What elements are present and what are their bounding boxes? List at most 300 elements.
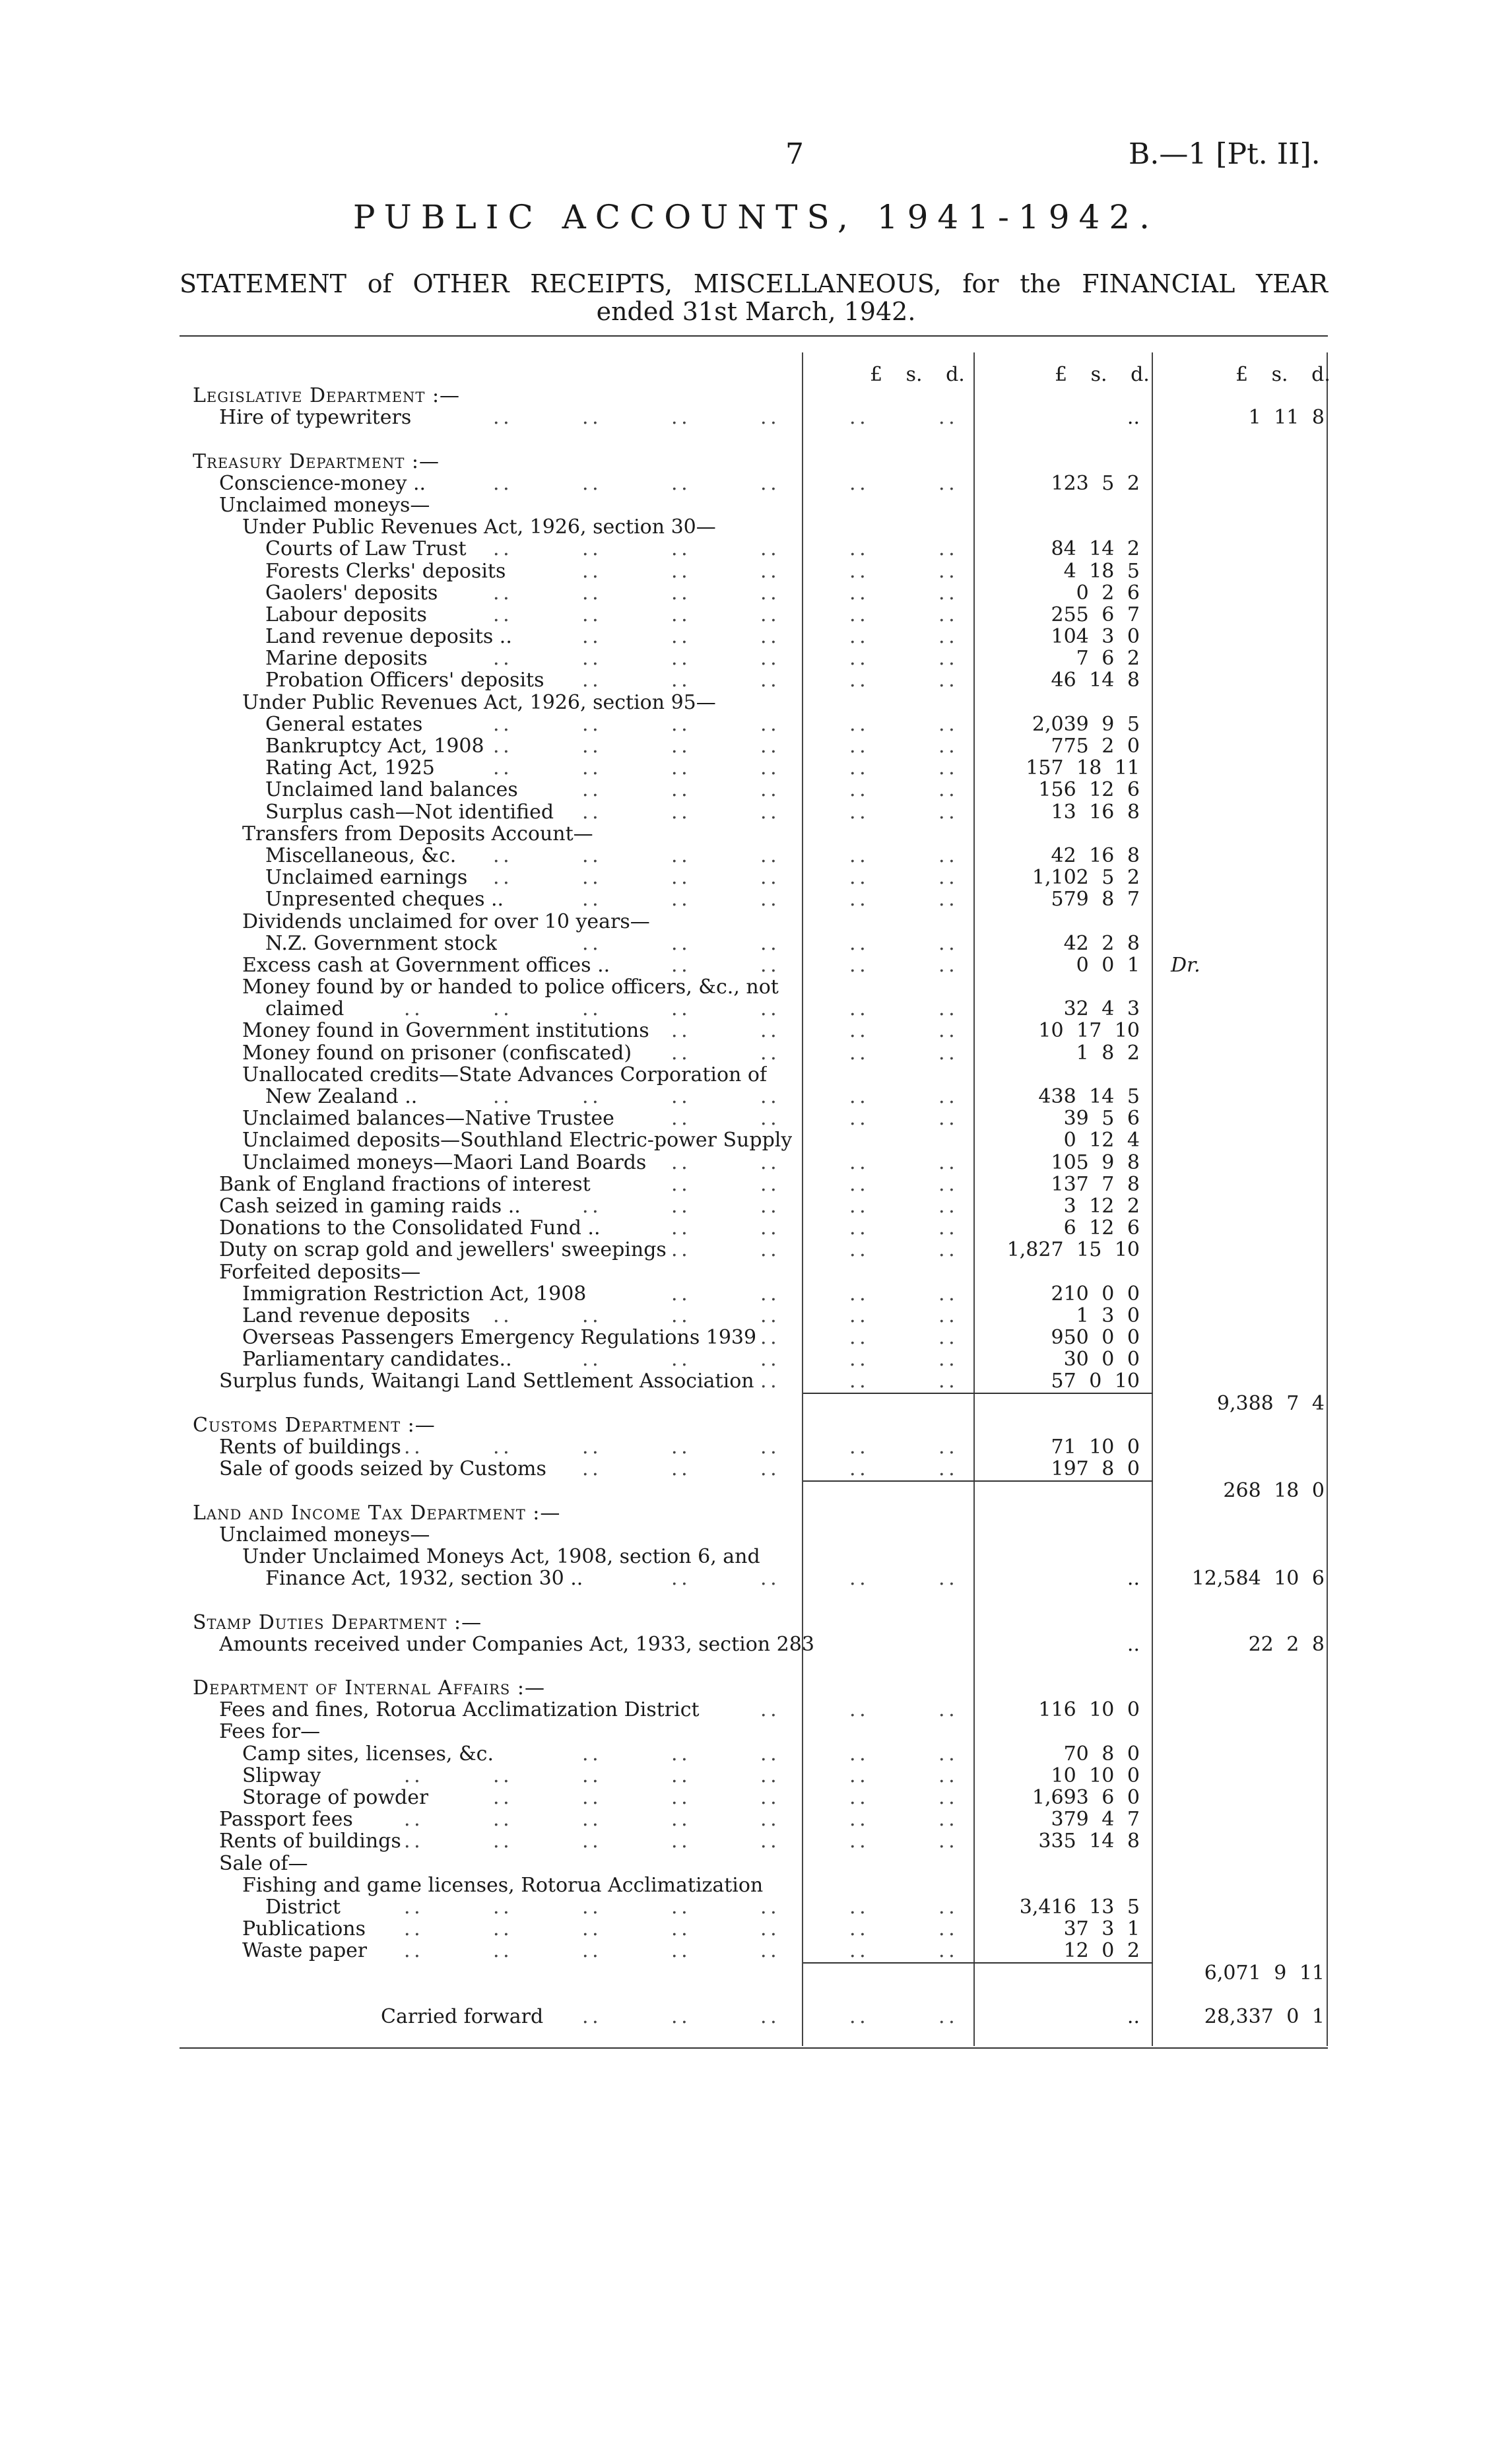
leader-dot: . . bbox=[671, 1238, 686, 1262]
leader-dot: . . bbox=[582, 406, 597, 430]
leader-dot: . . bbox=[404, 1917, 419, 1941]
leader-dot: . . bbox=[671, 1436, 686, 1459]
leader-dot: . . bbox=[582, 647, 597, 671]
leader-dot: . . bbox=[849, 997, 865, 1021]
leader-dot: . . bbox=[760, 1370, 775, 1393]
leader-dot: . . bbox=[938, 1370, 954, 1393]
leader-dot: . . bbox=[671, 1567, 686, 1591]
table-row bbox=[180, 451, 1328, 473]
amount-col1: 84 14 2 bbox=[1051, 537, 1140, 561]
row-label: Probation Officers' deposits bbox=[265, 669, 544, 692]
amount-col1: 30 0 0 bbox=[1063, 1348, 1140, 1372]
leader-dot: . . bbox=[671, 1304, 686, 1327]
leader-dot: . . bbox=[849, 1370, 865, 1393]
leader-dot: . . bbox=[938, 1282, 954, 1306]
leader-dot: . . bbox=[671, 1282, 686, 1306]
row-label: Parliamentary candidates.. bbox=[242, 1348, 512, 1371]
leader-dot: . . bbox=[938, 756, 954, 780]
leader-dot: . . bbox=[671, 1150, 686, 1174]
row-label: Dividends unclaimed for over 10 years— bbox=[242, 910, 650, 933]
leader-dot: . . bbox=[849, 1457, 865, 1481]
section-heading: Legislative Department :— bbox=[193, 385, 461, 407]
table-row bbox=[180, 1546, 1328, 1568]
leader-dot: . . bbox=[938, 1939, 954, 1963]
page-number: 7 bbox=[785, 137, 804, 171]
leader-dot: . . bbox=[671, 1786, 686, 1809]
amount-col2: 28,337 0 1 bbox=[1204, 2004, 1325, 2028]
leader-dot: . . bbox=[760, 997, 775, 1021]
amount-col1: 156 12 6 bbox=[1038, 778, 1140, 802]
column-header-2: £ s. d. bbox=[1055, 363, 1150, 386]
table-row bbox=[180, 867, 1328, 888]
table-row bbox=[180, 604, 1328, 626]
leader-dot: . . bbox=[671, 1764, 686, 1787]
section-heading: Stamp Duties Department :— bbox=[193, 1611, 482, 1634]
table-row bbox=[180, 385, 1328, 407]
leader-dot: . . bbox=[582, 1786, 597, 1809]
leader-dot: . . bbox=[404, 1436, 419, 1459]
leader-dot: . . bbox=[671, 1808, 686, 1832]
leader-dot: . . bbox=[493, 844, 508, 867]
leader-dot: . . bbox=[849, 1041, 865, 1065]
leader-dot: . . bbox=[849, 1238, 865, 1262]
leader-dot: . . bbox=[493, 997, 508, 1021]
leader-dot: . . bbox=[938, 625, 954, 649]
document-reference: B.—1 [Pt. II]. bbox=[1129, 137, 1321, 171]
amount-col1: 57 0 10 bbox=[1051, 1370, 1140, 1393]
leader-dot: . . bbox=[760, 800, 775, 824]
leader-dot: . . bbox=[938, 953, 954, 977]
table-row bbox=[180, 1677, 1328, 1699]
debit-note: Dr. bbox=[1171, 953, 1200, 977]
amount-col1: 1,827 15 10 bbox=[1006, 1238, 1140, 1262]
leader-dot: . . bbox=[938, 1895, 954, 1919]
leader-dot: . . bbox=[671, 1457, 686, 1481]
table-row bbox=[180, 735, 1328, 757]
leader-dot: . . bbox=[493, 1764, 508, 1787]
leader-dot: . . bbox=[849, 931, 865, 955]
leader-dot: . . bbox=[493, 581, 508, 605]
leader-dot: . . bbox=[849, 1939, 865, 1963]
leader-dot: . . bbox=[760, 844, 775, 867]
amount-col1: .. bbox=[1127, 1567, 1140, 1591]
row-label: Immigration Restriction Act, 1908 bbox=[242, 1282, 587, 1305]
leader-dot: . . bbox=[760, 471, 775, 495]
table-row bbox=[180, 823, 1328, 845]
leader-dot: . . bbox=[849, 603, 865, 626]
table-row bbox=[180, 1502, 1328, 1524]
leader-dot: . . bbox=[671, 778, 686, 802]
leader-dot: . . bbox=[938, 1216, 954, 1240]
table-row bbox=[180, 1261, 1328, 1283]
row-label: District bbox=[265, 1896, 341, 1918]
leader-dot: . . bbox=[760, 669, 775, 692]
amount-col1: 775 2 0 bbox=[1051, 735, 1140, 758]
leader-dot: . . bbox=[582, 1939, 597, 1963]
leader-dot: . . bbox=[493, 1085, 508, 1108]
table-row bbox=[180, 1042, 1328, 1064]
leader-dot: . . bbox=[493, 1808, 508, 1832]
table-row bbox=[180, 473, 1328, 494]
leader-dot: . . bbox=[582, 669, 597, 692]
leader-dot: . . bbox=[938, 647, 954, 671]
row-label: Donations to the Consolidated Fund .. bbox=[219, 1217, 601, 1240]
row-label: Rents of buildings bbox=[219, 1436, 401, 1458]
leader-dot: . . bbox=[582, 800, 597, 824]
leader-dot: . . bbox=[671, 1107, 686, 1131]
leader-dot: . . bbox=[938, 1786, 954, 1809]
table-row bbox=[180, 911, 1328, 933]
leader-dot: . . bbox=[938, 844, 954, 867]
row-label: Publications bbox=[242, 1918, 366, 1940]
leader-dot: . . bbox=[582, 1348, 597, 1372]
row-label: Storage of powder bbox=[242, 1787, 429, 1808]
column-header-3: £ s. d. bbox=[1235, 363, 1331, 386]
leader-dot: . . bbox=[760, 888, 775, 911]
table-row bbox=[180, 1283, 1328, 1305]
leader-dot: . . bbox=[493, 1304, 508, 1327]
leader-dot: . . bbox=[760, 1764, 775, 1787]
leader-dot: . . bbox=[760, 1041, 775, 1065]
table-row bbox=[180, 845, 1328, 867]
table-row bbox=[180, 1568, 1328, 1589]
leader-dot: . . bbox=[760, 953, 775, 977]
table-row bbox=[180, 1830, 1328, 1852]
section-heading: Department of Internal Affairs :— bbox=[193, 1677, 545, 1700]
table-row bbox=[180, 582, 1328, 604]
leader-dot: . . bbox=[493, 756, 508, 780]
leader-dot: . . bbox=[671, 1085, 686, 1108]
leader-dot: . . bbox=[404, 1830, 419, 1853]
leader-dot: . . bbox=[582, 1742, 597, 1766]
table-row bbox=[180, 1348, 1328, 1370]
amount-col1: 0 2 6 bbox=[1076, 581, 1140, 605]
table-row bbox=[180, 1217, 1328, 1239]
row-label: Carried forward bbox=[381, 2005, 544, 2028]
row-label: Money found by or handed to police officers, &c., not bbox=[242, 976, 779, 999]
leader-dot: . . bbox=[671, 1194, 686, 1218]
leader-dot: . . bbox=[760, 1917, 775, 1941]
section-heading: Treasury Department :— bbox=[193, 450, 440, 473]
leader-dot: . . bbox=[582, 1830, 597, 1853]
table-row bbox=[180, 1808, 1328, 1830]
amount-col1: 379 4 7 bbox=[1051, 1808, 1140, 1832]
leader-dot: . . bbox=[671, 1019, 686, 1043]
amount-col1: .. bbox=[1127, 2004, 1140, 2028]
leader-dot: . . bbox=[849, 1304, 865, 1327]
table-row bbox=[180, 516, 1328, 538]
leader-dot: . . bbox=[938, 537, 954, 561]
table-row bbox=[180, 1743, 1328, 1765]
leader-dot: . . bbox=[938, 888, 954, 911]
leader-dot: . . bbox=[849, 1194, 865, 1218]
leader-dot: . . bbox=[493, 866, 508, 890]
table-row bbox=[180, 779, 1328, 801]
leader-dot: . . bbox=[938, 1194, 954, 1218]
leader-dot: . . bbox=[582, 1917, 597, 1941]
leader-dot: . . bbox=[849, 735, 865, 758]
leader-dot: . . bbox=[849, 537, 865, 561]
amount-col1: .. bbox=[1127, 406, 1140, 430]
table-row bbox=[180, 428, 1328, 450]
amount-col1: 0 0 1 bbox=[1076, 953, 1140, 977]
leader-dot: . . bbox=[671, 406, 686, 430]
leader-dot: . . bbox=[671, 1917, 686, 1941]
leader-dot: . . bbox=[671, 647, 686, 671]
leader-dot: . . bbox=[493, 712, 508, 736]
leader-dot: . . bbox=[760, 1698, 775, 1722]
row-label: claimed bbox=[265, 998, 345, 1020]
leader-dot: . . bbox=[671, 997, 686, 1021]
leader-dot: . . bbox=[938, 800, 954, 824]
leader-dot: . . bbox=[849, 1830, 865, 1853]
leader-dot: . . bbox=[582, 866, 597, 890]
leader-dot: . . bbox=[404, 997, 419, 1021]
leader-dot: . . bbox=[938, 1348, 954, 1372]
row-label: General estates bbox=[265, 713, 423, 735]
leader-dot: . . bbox=[938, 1698, 954, 1722]
leader-dot: . . bbox=[938, 1019, 954, 1043]
amount-col1: 438 14 5 bbox=[1038, 1085, 1140, 1108]
amount-col1: 335 14 8 bbox=[1038, 1830, 1140, 1853]
row-label: Unclaimed earnings bbox=[265, 867, 468, 889]
row-label: Unclaimed moneys—Maori Land Boards bbox=[242, 1151, 647, 1174]
table-row bbox=[180, 1480, 1328, 1502]
leader-dot: . . bbox=[938, 669, 954, 692]
row-label: Amounts received under Companies Act, 1933, section 283 bbox=[219, 1633, 814, 1655]
table-row bbox=[180, 1853, 1328, 1874]
leader-dot: . . bbox=[582, 537, 597, 561]
amount-col1: 42 2 8 bbox=[1063, 931, 1140, 955]
row-label: Bankruptcy Act, 1908 bbox=[265, 735, 484, 757]
leader-dot: . . bbox=[849, 1150, 865, 1174]
amount-col1: 10 17 10 bbox=[1038, 1019, 1140, 1043]
amount-col1: 37 3 1 bbox=[1063, 1917, 1140, 1941]
amount-col2: 6,071 9 11 bbox=[1204, 1961, 1325, 1985]
table-row bbox=[180, 1239, 1328, 1261]
row-label: Fishing and game licenses, Rotorua Acclimatization bbox=[242, 1874, 764, 1896]
page-title: PUBLIC ACCOUNTS, 1941-1942. bbox=[352, 198, 1160, 236]
leader-dot: . . bbox=[938, 1742, 954, 1766]
amount-col1: 1 3 0 bbox=[1076, 1304, 1140, 1327]
table-row bbox=[180, 801, 1328, 823]
leader-dot: . . bbox=[938, 1150, 954, 1174]
table-row bbox=[180, 1129, 1328, 1151]
row-label: Unclaimed deposits—Southland Electric-power Supply bbox=[242, 1129, 793, 1152]
leader-dot: . . bbox=[671, 1895, 686, 1919]
leader-dot: . . bbox=[760, 1304, 775, 1327]
row-label: Fees for— bbox=[219, 1721, 321, 1743]
amount-col1: 1,102 5 2 bbox=[1032, 866, 1140, 890]
row-label: Under Public Revenues Act, 1926, section 30— bbox=[242, 516, 716, 539]
row-label: Land revenue deposits .. bbox=[265, 626, 512, 648]
leader-dot: . . bbox=[849, 1764, 865, 1787]
table-row bbox=[180, 1896, 1328, 1918]
leader-dot: . . bbox=[404, 1808, 419, 1832]
leader-dot: . . bbox=[404, 1895, 419, 1919]
leader-dot: . . bbox=[671, 537, 686, 561]
leader-dot: . . bbox=[760, 625, 775, 649]
statement-subtitle-date: ended 31st March, 1942. bbox=[596, 297, 916, 326]
table-row bbox=[180, 538, 1328, 560]
leader-dot: . . bbox=[760, 1786, 775, 1809]
row-label: Money found on prisoner (confiscated) bbox=[242, 1042, 632, 1064]
leader-dot: . . bbox=[849, 1436, 865, 1459]
row-label: Miscellaneous, &c. bbox=[265, 844, 457, 867]
table-row bbox=[180, 954, 1328, 976]
leader-dot: . . bbox=[849, 581, 865, 605]
table-row bbox=[180, 1436, 1328, 1458]
leader-dot: . . bbox=[671, 1830, 686, 1853]
table-row bbox=[180, 1393, 1328, 1414]
amount-col2: 1 11 8 bbox=[1248, 406, 1325, 430]
leader-dot: . . bbox=[671, 888, 686, 911]
amount-col1: 39 5 6 bbox=[1063, 1107, 1140, 1131]
leader-dot: . . bbox=[493, 1786, 508, 1809]
row-label: Hire of typewriters bbox=[219, 407, 412, 429]
row-label: Duty on scrap gold and jewellers' sweepings bbox=[219, 1239, 667, 1261]
leader-dot: . . bbox=[938, 471, 954, 495]
leader-dot: . . bbox=[582, 931, 597, 955]
leader-dot: . . bbox=[760, 1567, 775, 1591]
leader-dot: . . bbox=[671, 1172, 686, 1196]
row-label: Unpresented cheques .. bbox=[265, 888, 504, 911]
leader-dot: . . bbox=[938, 603, 954, 626]
leader-dot: . . bbox=[760, 1238, 775, 1262]
leader-dot: . . bbox=[582, 1304, 597, 1327]
leader-dot: . . bbox=[938, 1764, 954, 1787]
leader-dot: . . bbox=[760, 931, 775, 955]
amount-col1: 1,693 6 0 bbox=[1032, 1786, 1140, 1809]
leader-dot: . . bbox=[938, 406, 954, 430]
leader-dot: . . bbox=[760, 866, 775, 890]
leader-dot: . . bbox=[849, 1326, 865, 1350]
amount-col1: 4 18 5 bbox=[1063, 559, 1140, 583]
amount-col1: 197 8 0 bbox=[1051, 1457, 1140, 1481]
amount-col2: 12,584 10 6 bbox=[1191, 1567, 1325, 1591]
row-label: N.Z. Government stock bbox=[265, 932, 498, 954]
table-row bbox=[180, 1634, 1328, 1655]
leader-dot: . . bbox=[582, 1764, 597, 1787]
amount-col1: 255 6 7 bbox=[1051, 603, 1140, 626]
row-label: Gaolers' deposits bbox=[265, 581, 438, 604]
leader-dot: . . bbox=[938, 1830, 954, 1853]
leader-dot: . . bbox=[849, 406, 865, 430]
table-row bbox=[180, 1612, 1328, 1634]
leader-dot: . . bbox=[671, 669, 686, 692]
leader-dot: . . bbox=[493, 735, 508, 758]
table-row bbox=[180, 1327, 1328, 1348]
leader-dot: . . bbox=[938, 1808, 954, 1832]
leader-dot: . . bbox=[849, 1567, 865, 1591]
leader-dot: . . bbox=[582, 581, 597, 605]
table-row bbox=[180, 669, 1328, 691]
section-heading: Land and Income Tax Department :— bbox=[193, 1502, 561, 1524]
leader-dot: . . bbox=[760, 1939, 775, 1963]
leader-dot: . . bbox=[938, 559, 954, 583]
row-label: Camp sites, licenses, &c. bbox=[242, 1742, 494, 1765]
row-label: Unclaimed land balances bbox=[265, 779, 518, 801]
amount-col1: 1 8 2 bbox=[1076, 1041, 1140, 1065]
row-label: Unclaimed moneys— bbox=[219, 494, 430, 516]
table-row bbox=[180, 1787, 1328, 1808]
amount-col1: 3 12 2 bbox=[1063, 1194, 1140, 1218]
leader-dot: . . bbox=[671, 712, 686, 736]
leader-dot: . . bbox=[671, 625, 686, 649]
leader-dot: . . bbox=[938, 1238, 954, 1262]
row-label: Sale of goods seized by Customs bbox=[219, 1458, 546, 1480]
row-label: New Zealand .. bbox=[265, 1086, 418, 1108]
table-row bbox=[180, 1874, 1328, 1896]
section-heading: Customs Department :— bbox=[193, 1414, 436, 1436]
table-row bbox=[180, 1655, 1328, 1677]
leader-dot: . . bbox=[582, 1436, 597, 1459]
leader-dot: . . bbox=[849, 1917, 865, 1941]
row-label: Labour deposits bbox=[265, 603, 427, 626]
leader-dot: . . bbox=[849, 844, 865, 867]
leader-dot: . . bbox=[582, 559, 597, 583]
leader-dot: . . bbox=[849, 1085, 865, 1108]
leader-dot: . . bbox=[671, 1041, 686, 1065]
column-header-1: £ s. d. bbox=[870, 363, 965, 386]
leader-dot: . . bbox=[938, 866, 954, 890]
leader-dot: . . bbox=[493, 1895, 508, 1919]
leader-dot: . . bbox=[760, 1216, 775, 1240]
leader-dot: . . bbox=[582, 712, 597, 736]
row-label: Passport fees bbox=[219, 1808, 353, 1831]
row-label: Excess cash at Government offices .. bbox=[242, 954, 610, 976]
leader-dot: . . bbox=[849, 1698, 865, 1722]
amount-col1: 950 0 0 bbox=[1051, 1326, 1140, 1350]
statement-subtitle: STATEMENT of OTHER RECEIPTS, MISCELLANEOUS, for the FINANCIAL YEAR bbox=[180, 269, 1328, 298]
row-label: Slipway bbox=[242, 1764, 321, 1787]
leader-dot: . . bbox=[671, 1939, 686, 1963]
leader-dot: . . bbox=[404, 1939, 419, 1963]
table-row bbox=[180, 1414, 1328, 1436]
leader-dot: . . bbox=[760, 778, 775, 802]
table-row bbox=[180, 407, 1328, 428]
table-row bbox=[180, 1108, 1328, 1129]
leader-dot: . . bbox=[849, 669, 865, 692]
leader-dot: . . bbox=[849, 625, 865, 649]
leader-dot: . . bbox=[760, 2004, 775, 2028]
leader-dot: . . bbox=[493, 1830, 508, 1853]
table-row bbox=[180, 1305, 1328, 1327]
table-row bbox=[180, 1765, 1328, 1787]
leader-dot: . . bbox=[760, 1107, 775, 1131]
leader-dot: . . bbox=[760, 712, 775, 736]
leader-dot: . . bbox=[493, 537, 508, 561]
row-label: Conscience-money .. bbox=[219, 472, 426, 494]
row-label: Surplus cash—Not identified bbox=[265, 801, 554, 823]
amount-col1: 46 14 8 bbox=[1051, 669, 1140, 692]
leader-dot: . . bbox=[760, 1742, 775, 1766]
leader-dot: . . bbox=[493, 603, 508, 626]
leader-dot: . . bbox=[849, 1808, 865, 1832]
table-row bbox=[180, 560, 1328, 582]
amount-col1: 105 9 8 bbox=[1051, 1150, 1140, 1174]
leader-dot: . . bbox=[849, 953, 865, 977]
leader-dot: . . bbox=[849, 1172, 865, 1196]
leader-dot: . . bbox=[671, 844, 686, 867]
leader-dot: . . bbox=[849, 888, 865, 911]
leader-dot: . . bbox=[938, 2004, 954, 2028]
leader-dot: . . bbox=[760, 603, 775, 626]
row-label: Rents of buildings bbox=[219, 1830, 401, 1853]
table-row bbox=[180, 1174, 1328, 1195]
leader-dot: . . bbox=[582, 1808, 597, 1832]
row-label: Waste paper bbox=[242, 1940, 368, 1962]
